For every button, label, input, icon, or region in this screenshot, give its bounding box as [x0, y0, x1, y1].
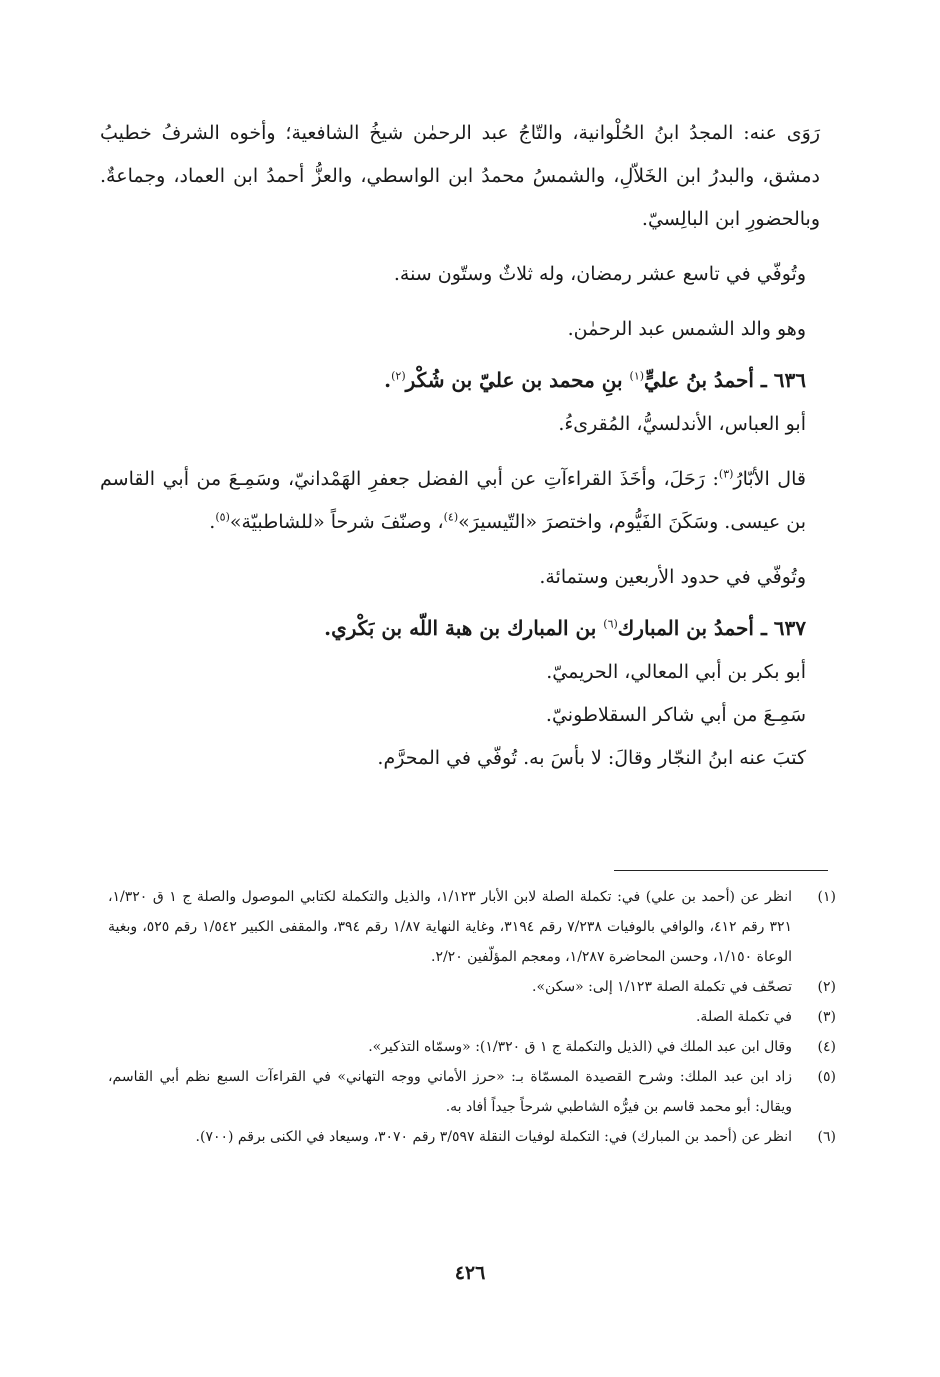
entry-637-kunya: أبو بكر بن أبي المعالي، الحريميّ.	[546, 661, 806, 683]
entry-637-wrote: كتبَ عنه ابنُ النجّار وقالَ: لا بأسَ به. تُوفّي في المحرَّم.	[377, 747, 806, 769]
paragraph-death: وتُوفّي في تاسع عشر رمضان، وله ثلاثٌ وستّون سنة.	[393, 263, 806, 285]
footnote-text: انظر عن (أحمد بن علي) في: تكملة الصلة لابن الأبار ١/١٢٣، والذيل والتكملة لكتابي الموصول والصلة ج ١ ق ١/٣٢٠، ٣٢١ رقم ٤١٢، والوافي بالوفيات ٧/٢٣٨ رقم ٣١٩٤، وغاية النهاية ١/٨٧ رقم ٣٩٤، والمقفى الكبير ١/٥٤٢ رقم ٥٢٥، وبغية الوعاة ١/١٥٠، وحسن المحاضرة ١/٢٨٧، ومعجم المؤلّفين ٢/٢٠.	[108, 889, 793, 965]
footnote-number: (٢)	[817, 979, 836, 995]
entry-636-nisba: أبو العباس، الأندلسيُّ، المُقرىءُ.	[558, 413, 806, 435]
entry-636-lineage: بنِ محمد بن عليّ بن شُكْر	[405, 368, 630, 392]
entry-637-heard: سَمِـعَ من أبي شاكر السقلاطونيّ.	[545, 704, 806, 726]
page-number: ٤٢٦	[454, 1262, 486, 1284]
footnote-6	[108, 1122, 836, 1152]
footnote-2	[108, 972, 836, 1002]
entry-636-name: ٦٣٦ ـ أحمدُ بنُ عليٍّ	[644, 368, 806, 392]
footnote-4	[108, 1032, 836, 1062]
footnote-number: (٣)	[817, 1009, 836, 1025]
paragraph-father-of: وهو والد الشمس عبد الرحمٰن.	[567, 318, 806, 340]
footnote-number: (٦)	[817, 1129, 836, 1145]
entry-heading-637	[100, 605, 820, 651]
paragraph-narrators: رَوَى عنه: المجدُ ابنُ الحُلْوانية، والتّاجُ عبد الرحمٰن شيخُ الشافعية؛ وأخوه الشرفُ خطيبُ دمشق، والبدرُ ابن الخَلاّلِ، والشمسُ محمدُ ابن الواسطي، والعزُّ أحمدُ ابن العماد، وجماعةٌ. وبالحضورِ ابن البالِسيّ.	[100, 122, 820, 230]
entry-636-qala: قال الأبّارُ	[733, 468, 806, 490]
entry-636-body-b: ، وصنّفَ شرحاً «للشاطبيّة»	[229, 511, 444, 533]
footnote-3	[108, 1002, 836, 1032]
main-text	[100, 112, 820, 780]
footnotes	[108, 882, 836, 1152]
footnote-1	[108, 882, 836, 972]
footnote-number: (١)	[817, 889, 836, 905]
entry-637-name: ٦٣٧ ـ أحمدُ بن المبارك	[617, 616, 806, 640]
footnote-ref-2[interactable]: (٢)	[391, 369, 406, 383]
footnote-5	[108, 1062, 836, 1122]
footnote-text: في تكملة الصلة.	[695, 1009, 792, 1025]
footnote-number: (٥)	[817, 1069, 836, 1085]
footnote-number: (٤)	[817, 1039, 836, 1055]
footnote-ref-5[interactable]: (٥)	[215, 510, 230, 524]
entry-636-end: .	[384, 368, 392, 392]
entry-636-body	[100, 458, 820, 544]
footnote-text: تصحّف في تكملة الصلة ١/١٢٣ إلى: «سكن».	[532, 979, 792, 995]
entry-heading-636	[100, 357, 820, 403]
footnote-text: انظر عن (أحمد بن المبارك) في: التكملة لوفيات النقلة ٣/٥٩٧ رقم ٣٠٧٠، وسيعاد في الكنى برقم (٧٠٠).	[195, 1129, 792, 1145]
entry-636-death: وتُوفّي في حدود الأربعين وستمائة.	[539, 566, 806, 588]
footnote-ref-4[interactable]: (٤)	[443, 510, 459, 524]
footnote-text: وقال ابن عبد الملك في (الذيل والتكملة ج ١ ق ١/٣٢٠): «وسمّاه التذكير».	[368, 1039, 792, 1055]
entry-636-body-a: : رَحَلَ، وأخَذَ القراءآتِ عن أبي الفضل جعفرِ الهَمْدانيّ، وسَمِـعَ من أبي القاسم بن عيسى. وسَكَنَ الفَيُّوم، واختصرَ «التّيسيرَ»	[100, 468, 806, 533]
footnote-text: زاد ابن عبد الملك: وشرح القصيدة المسمّاة بـ: «حرز الأماني ووجه التهاني» في القراءآت السبع نظم أبي القاسم، ويقال: أبو محمد قاسم بن فيرُّه الشاطبي شرحاً جيداً أفاد به.	[108, 1069, 792, 1115]
entry-637-lineage: بن المبارك بن هبة اللّه بن بَكْري.	[324, 616, 604, 640]
entry-636-body-end: .	[209, 511, 216, 533]
footnote-divider	[614, 870, 828, 871]
footnote-ref-3[interactable]: (٣)	[718, 467, 734, 481]
footnote-ref-6[interactable]: (٦)	[603, 617, 618, 631]
footnote-ref-1[interactable]: (١)	[629, 369, 645, 383]
